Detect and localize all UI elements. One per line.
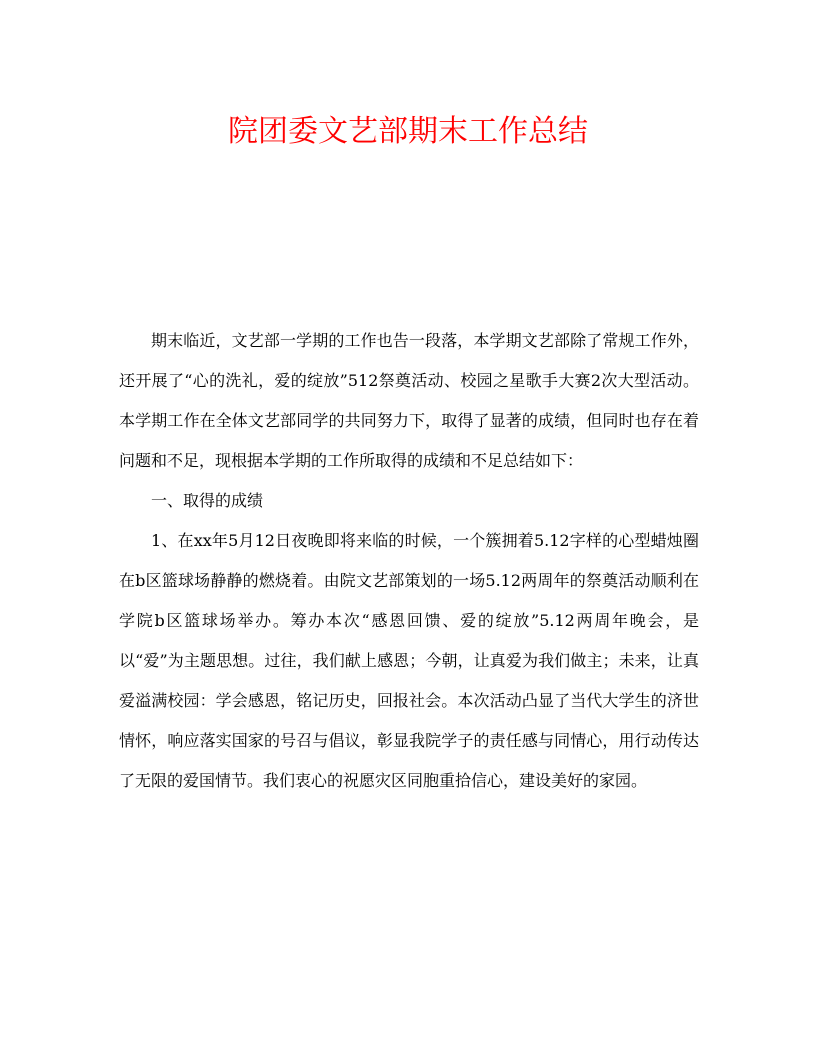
document-title: 院团委文艺部期末工作总结 — [228, 114, 588, 149]
section-heading-achievements: 一、取得的成绩 — [151, 491, 264, 510]
paragraph-intro: 期末临近，文艺部一学期的工作也告一段落，本学期文艺部除了常规工作外，还开展了“心的洗礼，爱的绽放”512祭奠活动、校园之星歌手大赛2次大型活动。本学期工作在全体文艺部同学的共同努力下，取得了显著的成绩，但同时也存在着问题和不足，现根据本学期的工作所取得的成绩和不足总结如下： — [119, 331, 699, 470]
paragraph-memorial-event: 1、在xx年5月12日夜晚即将来临的时候，一个簇拥着5.12字样的心型蜡烛圈在b区篮球场静静的燃烧着。由院文艺部策划的一场5.12两周年的祭奠活动顺利在学院b区篮球场举办。筹办本次“感恩回馈、爱的绽放”5.12两周年晚会，是以“爱”为主题思想。过往，我们献上感恩；今朝，让真爱为我们做主；未来，让真爱溢满校园：学会感恩，铭记历史，回报社会。本次活动凸显了当代大学生的济世情怀，响应落实国家的号召与倡议，彰显我院学子的责任感与同情心，用行动传达了无限的爱国情节。我们衷心的祝愿灾区同胞重拾信心，建设美好的家园。 — [119, 531, 699, 790]
document-body — [119, 321, 699, 801]
